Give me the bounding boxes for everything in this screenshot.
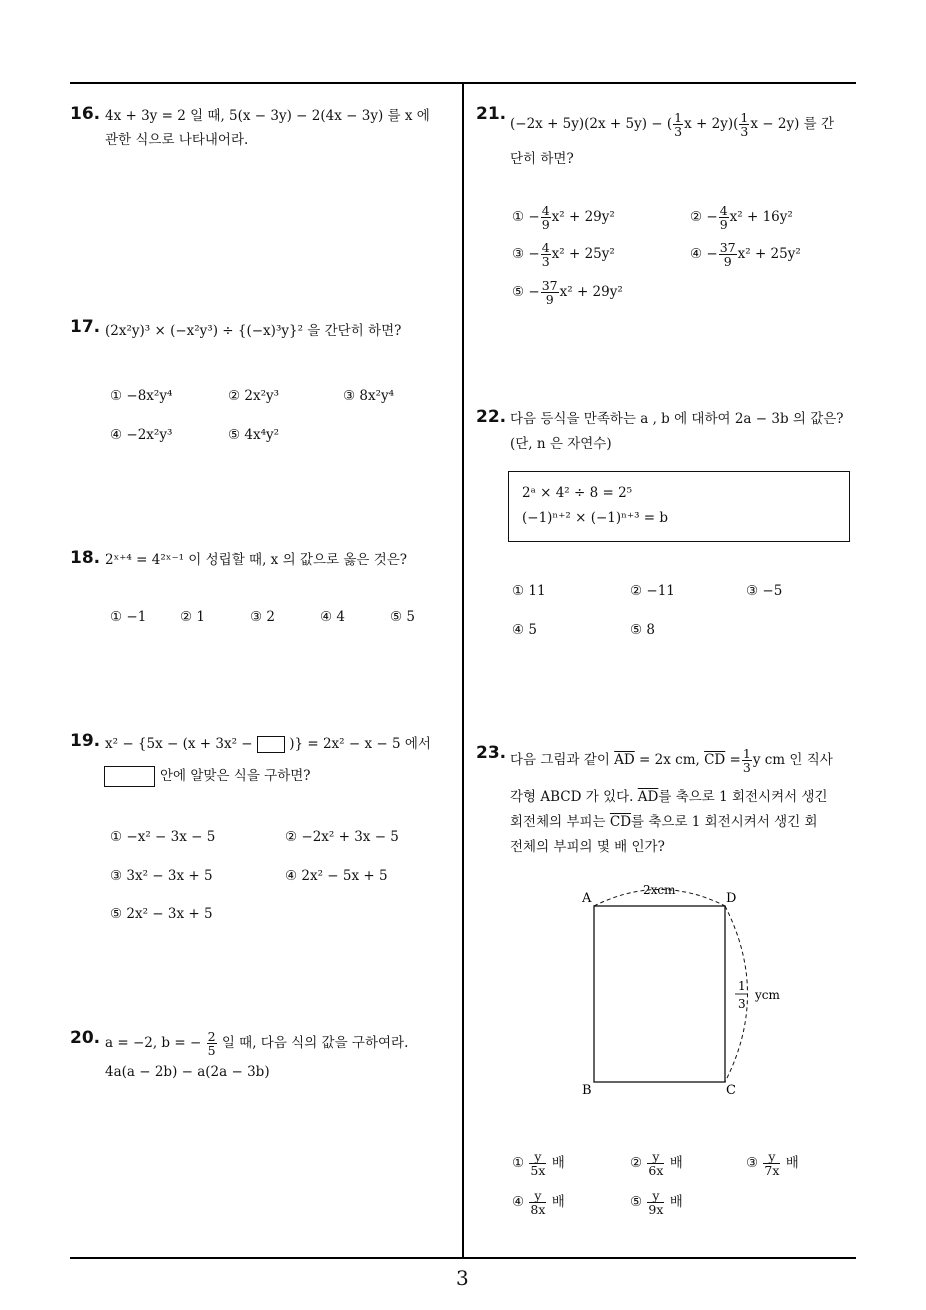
expression: x + 2y)( [684,116,739,132]
question-text: 관한 식으로 나타내어라. [105,132,249,148]
option-5[interactable]: ⑤ − $\frac{37}{9}$ x² + 29y² [512,278,623,307]
option-1[interactable]: ① $\frac{y}{5x}$ 배 [512,1149,565,1178]
option-2[interactable]: ② −11 [630,583,675,599]
segment-ad: $\overline{AD}$ [637,789,659,805]
option-4[interactable]: ④ 2x² − 5x + 5 [285,868,388,884]
expression: )} = 2x² − x − 5 에서 [289,736,431,752]
question-suffix: 일 때, 다음 식의 값을 구하여라. [221,1035,409,1051]
question-text: 회전체의 부피는 $\overline{CD}$를 축으로 1 회전시켜서 생긴 회 [510,814,818,830]
vertex-c: C [726,1083,736,1098]
option-4[interactable]: ④ $\frac{y}{8x}$ 배 [512,1188,565,1217]
vertex-b: B [582,1083,592,1098]
question-text: 2ˣ⁺⁴ = 4²ˣ⁻¹ 이 성립할 때, x 의 값으로 옳은 것은? [105,552,408,568]
segment-cd: $\overline{CD}$ [609,814,632,830]
question-number: 20. [70,1028,101,1048]
option-3[interactable]: ③ 8x²y⁴ [343,388,395,404]
rectangle-figure [570,875,800,1105]
option-1[interactable]: ① − $\frac{4}{9}$ x² + 29y² [512,203,615,232]
expression: a = −2, b = − [105,1035,202,1051]
option-1[interactable]: ① −x² − 3x − 5 [110,829,216,845]
option-2[interactable]: ② $\frac{y}{6x}$ 배 [630,1149,683,1178]
option-3[interactable]: ③ −5 [746,583,783,599]
option-3[interactable]: ③ 3x² − 3x + 5 [110,868,213,884]
column-divider [462,82,464,1258]
question-text: 단히 하면? [510,151,574,167]
top-length-label: 2xcm [643,883,676,897]
expression: x − 2y) 를 간 [750,116,834,132]
question-text [105,1028,408,1058]
question-number: 18. [70,548,101,568]
side-length-denominator: 3 [738,997,746,1011]
option-5[interactable]: ⑤ 8 [630,622,655,638]
question-number: 17. [70,317,101,337]
question-text [510,107,834,141]
question-number: 21. [476,104,507,124]
option-5[interactable]: ⑤ 4x⁴y² [228,427,280,443]
option-4[interactable]: ④ −2x²y³ [110,427,173,443]
question-number: 22. [476,407,507,427]
option-5[interactable]: ⑤ 2x² − 3x + 5 [110,906,213,922]
option-1[interactable]: ① 11 [512,583,546,599]
option-2[interactable]: ② 2x²y³ [228,388,280,404]
expression: x² − {5x − (x + 3x² − [105,736,253,752]
option-2[interactable]: ② −2x² + 3x − 5 [285,829,399,845]
condition-box [508,471,850,542]
question-number: 23. [476,743,507,763]
answer-blank [257,736,285,753]
question-text [105,735,431,753]
fraction: $\frac{1}{3}$ [674,110,683,139]
option-1[interactable]: ① −1 [110,609,147,625]
question-suffix: 을 간단히 하면? [307,323,402,339]
option-3[interactable]: ③ − $\frac{4}{3}$ x² + 25y² [512,240,615,269]
answer-blank [104,766,155,787]
question-text: 4x + 3y = 2 일 때, 5(x − 3y) − 2(4x − 3y) 를 x 에 [105,108,430,124]
page-number: 3 [456,1266,469,1290]
segment-cd: $\overline{CD}$ [704,752,726,768]
equation: (−1)ⁿ⁺² × (−1)ⁿ⁺³ = b [522,510,669,526]
option-4[interactable]: ④ − $\frac{37}{9}$ x² + 25y² [690,240,801,269]
option-2[interactable]: ② 1 [180,609,205,625]
option-3[interactable]: ③ $\frac{y}{7x}$ 배 [746,1149,799,1178]
question-text: 다음 그림과 같이 $\overline{AD} = 2x$ cm, $\overline{CD}$ = $\frac{1}{3}$ y cm 인 직사 [510,746,833,775]
question-text: 각형 ABCD 가 있다. $\overline{AD}$를 축으로 1 회전시켜서 생긴 [510,789,828,805]
question-number: 16. [70,104,101,124]
fraction: $\frac{2}{5}$ [207,1029,216,1058]
option-4[interactable]: ④ 5 [512,622,537,638]
fraction: $\frac{1}{3}$ [742,746,751,775]
side-length-unit: ycm [755,988,780,1002]
option-4[interactable]: ④ 4 [320,609,345,625]
expression: (2x²y)³ × (−x²y³) ÷ [105,323,234,339]
question-text: (단, n 은 자연수) [510,436,612,452]
question-text: 안에 알맞은 식을 구하면? [160,768,311,784]
vertex-a: A [582,891,592,906]
bottom-rule [70,1257,856,1259]
option-3[interactable]: ③ 2 [250,609,275,625]
option-5[interactable]: ⑤ 5 [390,609,415,625]
expression: 4a(a − 2b) − a(2a − 3b) [105,1064,270,1080]
fraction: $\frac{1}{3}$ [740,110,749,139]
question-text: 다음 등식을 만족하는 a , b 에 대하여 2a − 3b 의 값은? [510,411,844,427]
option-5[interactable]: ⑤ $\frac{y}{9x}$ 배 [630,1188,683,1217]
vertex-d: D [726,891,737,906]
segment-ad: $\overline{AD}$ [614,752,635,768]
question-number: 19. [70,731,101,751]
option-1[interactable]: ① −8x²y⁴ [110,388,173,404]
question-text: 전체의 부피의 몇 배 인가? [510,839,665,855]
expression: (−2x + 5y)(2x + 5y) − ( [510,116,673,132]
question-text [105,322,401,340]
side-length-numerator: 1 [738,979,746,993]
expression: {(−x)³y}² [237,323,303,339]
equation: 2ᵃ × 4² ÷ 8 = 2⁵ [522,485,633,501]
option-2[interactable]: ② − $\frac{4}{9}$ x² + 16y² [690,203,793,232]
